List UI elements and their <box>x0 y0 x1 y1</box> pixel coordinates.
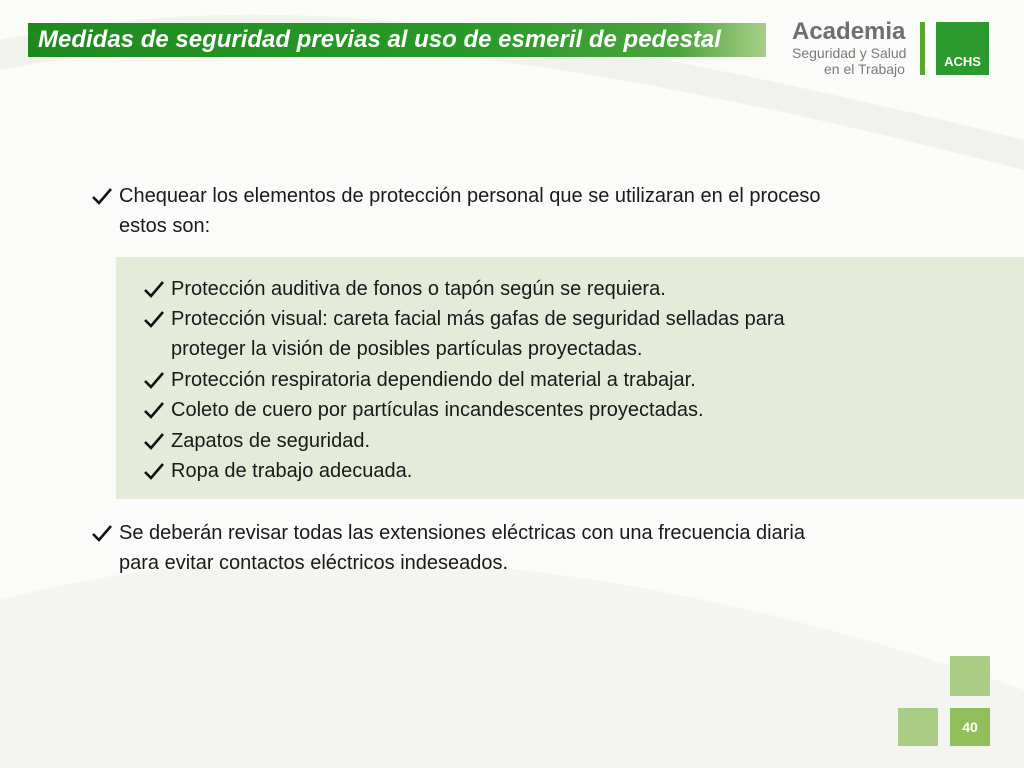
sub-bullet-item <box>143 365 943 395</box>
checkmark-icon <box>91 518 113 548</box>
sub-bullet-item <box>143 274 943 304</box>
logo-subtitle-line2: en el Trabajo <box>824 61 905 77</box>
bullet-text-line: Se deberán revisar todas las extensiones eléctricas con una frecuencia diaria <box>119 522 805 544</box>
bullet-item <box>91 181 991 241</box>
decorative-square <box>950 656 990 696</box>
sub-bullet-item <box>143 456 943 486</box>
page-number-box <box>950 708 990 746</box>
sub-bullet-text-line: Protección visual: careta facial más gafas de seguridad selladas para <box>171 308 785 330</box>
sub-bullet-text-line: Protección auditiva de fonos o tapón según se requiera. <box>171 278 666 300</box>
sub-bullet-item <box>143 426 943 456</box>
sub-bullet-text-line: Coleto de cuero por partículas incandescentes proyectadas. <box>171 399 704 421</box>
sub-bullet-text-line: proteger la visión de posibles partículas proyectadas. <box>171 338 643 360</box>
bullet-item <box>91 518 991 578</box>
page-number: 40 <box>962 719 978 735</box>
bullet-text-line: Chequear los elementos de protección personal que se utilizaran en el proceso <box>119 185 821 207</box>
sub-bullet-item <box>143 304 943 364</box>
decorative-square <box>898 708 938 746</box>
achs-badge-text: ACHS <box>944 54 981 69</box>
checkmark-icon <box>143 395 165 425</box>
bullet-text-line: estos son: <box>119 215 211 237</box>
sub-bullet-text-line: Zapatos de seguridad. <box>171 430 371 452</box>
checkmark-icon <box>143 456 165 486</box>
checkmark-icon <box>143 365 165 395</box>
checkmark-icon <box>91 181 113 211</box>
sub-bullet-item <box>143 395 943 425</box>
logo-academia-text: Academia <box>792 18 906 45</box>
checkmark-icon <box>143 426 165 456</box>
logo-subtitle-line1: Seguridad y Salud <box>792 45 907 61</box>
checkmark-icon <box>143 274 165 304</box>
bullet-text-line: para evitar contactos eléctricos indeseados. <box>119 552 509 574</box>
sub-bullet-text-line: Protección respiratoria dependiendo del material a trabajar. <box>171 369 696 391</box>
sub-bullet-text-line: Ropa de trabajo adecuada. <box>171 460 413 482</box>
checkmark-icon <box>143 304 165 334</box>
slide-title: Medidas de seguridad previas al uso de esmeril de pedestal <box>38 26 721 53</box>
